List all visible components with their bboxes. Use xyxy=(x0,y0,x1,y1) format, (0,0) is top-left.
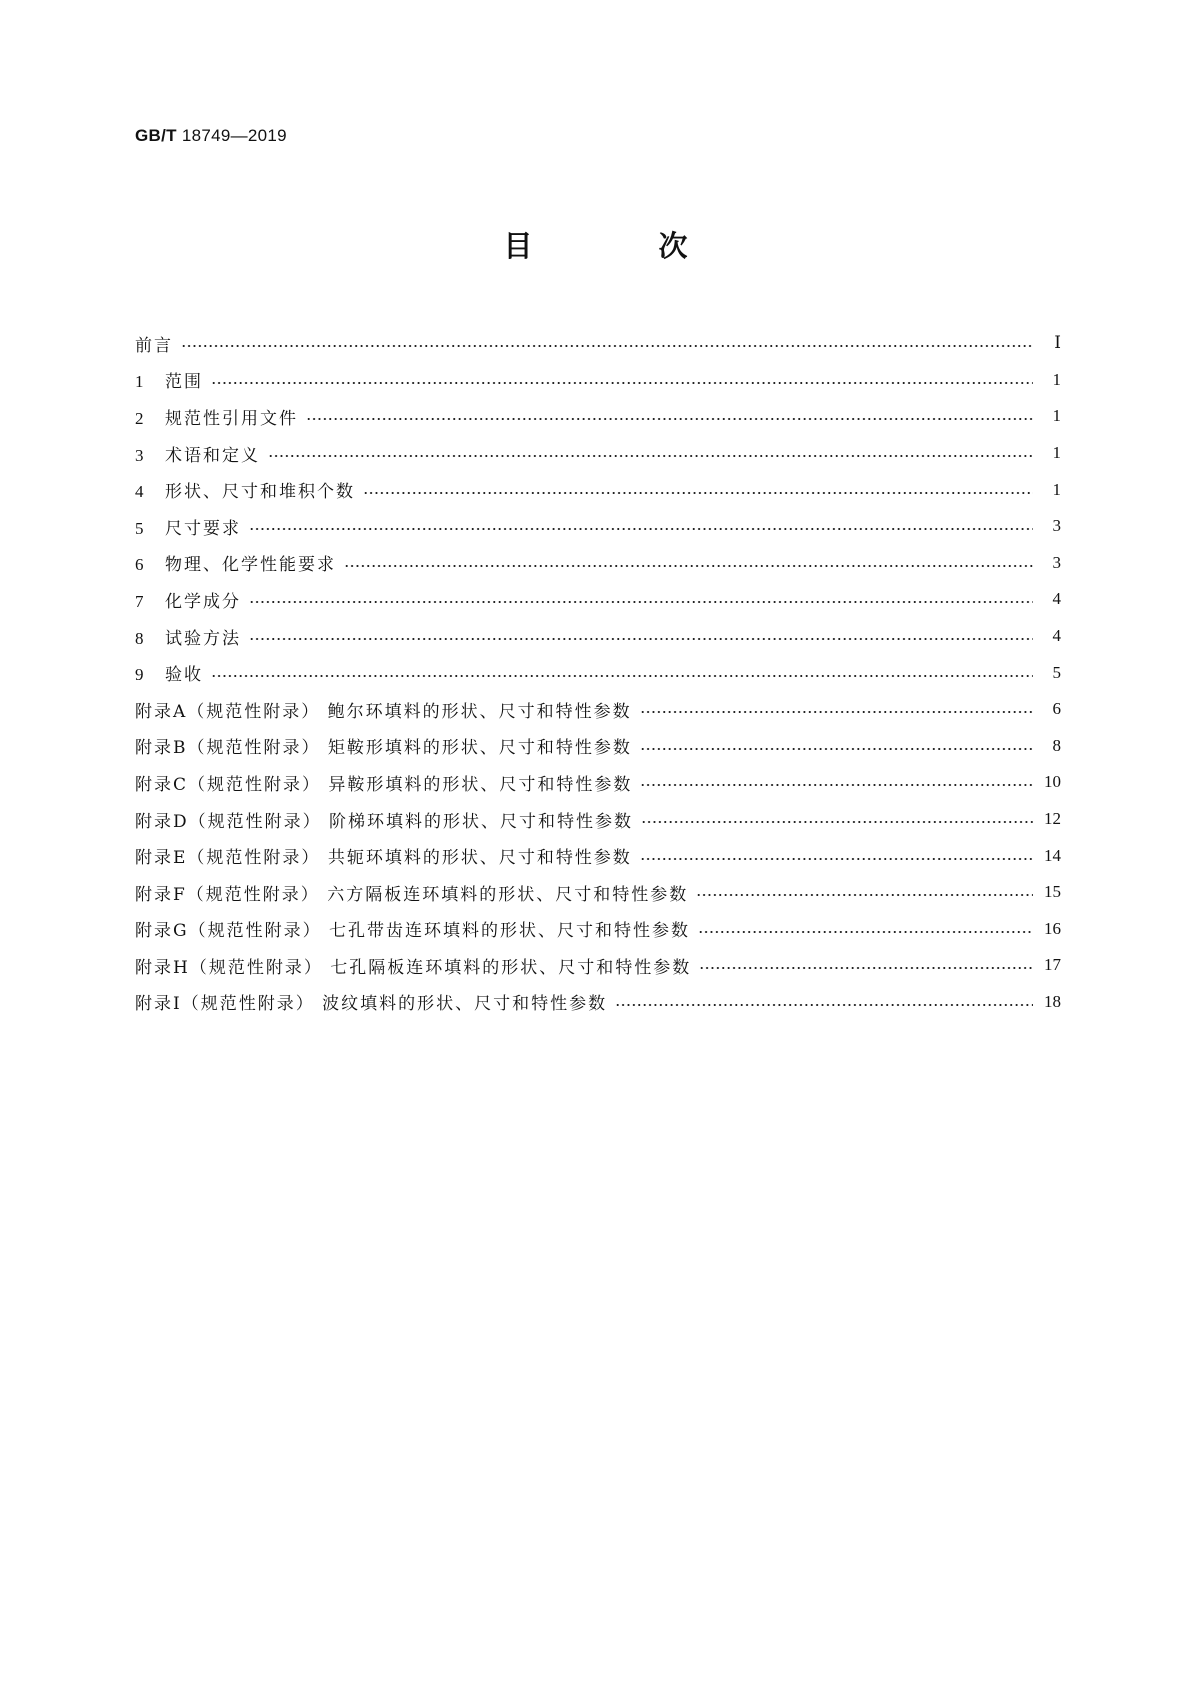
toc-leader-dots xyxy=(181,345,1033,347)
toc-entry-annex-b[interactable] xyxy=(135,728,1061,765)
toc-entry-annex-f[interactable] xyxy=(135,874,1061,911)
toc-entry-4[interactable] xyxy=(135,471,1061,508)
toc-leader-dots xyxy=(211,675,1033,677)
toc-entry-title: 形状、尺寸和堆积个数 xyxy=(165,482,355,503)
toc-leader-dots xyxy=(249,638,1033,640)
toc-entry-3[interactable] xyxy=(135,435,1061,472)
toc-entry-7[interactable] xyxy=(135,581,1061,618)
toc-entry-page: 10 xyxy=(1044,772,1061,792)
toc-entry-title: 范围 xyxy=(165,372,203,393)
toc-entry-page: 1 xyxy=(1052,479,1061,499)
toc-entry-number: 4 xyxy=(135,482,144,502)
standard-code-number: 18749—2019 xyxy=(181,126,287,145)
standard-code xyxy=(135,126,287,146)
toc-entry-page: 5 xyxy=(1052,662,1061,682)
toc-entry-6[interactable] xyxy=(135,545,1061,582)
toc-entry-number: 3 xyxy=(135,445,144,465)
toc-leader-dots xyxy=(363,492,1033,494)
toc-entry-2[interactable] xyxy=(135,398,1061,435)
toc-entry-annex-h[interactable] xyxy=(135,947,1061,984)
toc-entry-page: 17 xyxy=(1044,955,1061,975)
toc-entry-annex-d[interactable] xyxy=(135,801,1061,838)
toc-entry-number: 9 xyxy=(135,665,144,685)
table-of-contents xyxy=(135,325,1061,1020)
toc-entry-page: 1 xyxy=(1052,369,1061,389)
toc-entry-title: 术语和定义 xyxy=(165,445,260,466)
toc-entry-page: 4 xyxy=(1052,626,1061,646)
toc-leader-dots xyxy=(640,748,1033,750)
toc-entry-annex-e[interactable] xyxy=(135,837,1061,874)
toc-entry-title: 附录E（规范性附录） 共轭环填料的形状、尺寸和特性参数 xyxy=(135,848,632,869)
toc-entry-page: 1 xyxy=(1052,443,1061,463)
toc-entry-page: Ⅰ xyxy=(1054,333,1061,353)
toc-entry-title: 附录I（规范性附录） 波纹填料的形状、尺寸和特性参数 xyxy=(135,994,608,1015)
toc-entry-title: 试验方法 xyxy=(165,628,241,649)
standard-code-prefix: GB/T xyxy=(135,126,177,145)
toc-entry-number: 6 xyxy=(135,555,144,575)
toc-leader-dots xyxy=(211,382,1033,384)
toc-entry-number: 5 xyxy=(135,518,144,538)
toc-leader-dots xyxy=(699,967,1033,969)
toc-entry-page: 12 xyxy=(1044,809,1061,829)
toc-entry-number: 7 xyxy=(135,591,144,611)
toc-leader-dots xyxy=(249,601,1033,603)
toc-entry-page: 4 xyxy=(1052,589,1061,609)
toc-entry-title: 验收 xyxy=(165,665,203,686)
toc-entry-title: 尺寸要求 xyxy=(165,518,241,539)
toc-leader-dots xyxy=(696,894,1033,896)
toc-entry-5[interactable] xyxy=(135,508,1061,545)
toc-entry-foreword[interactable] xyxy=(135,325,1061,362)
toc-leader-dots xyxy=(698,931,1033,933)
toc-entry-8[interactable] xyxy=(135,618,1061,655)
toc-entry-1[interactable] xyxy=(135,362,1061,399)
toc-entry-title: 附录D（规范性附录） 阶梯环填料的形状、尺寸和特性参数 xyxy=(135,811,634,832)
toc-entry-title: 化学成分 xyxy=(165,591,241,612)
toc-entry-page: 1 xyxy=(1052,406,1061,426)
toc-entry-title: 附录F（规范性附录） 六方隔板连环填料的形状、尺寸和特性参数 xyxy=(135,884,689,905)
toc-leader-dots xyxy=(268,455,1033,457)
toc-entry-title: 规范性引用文件 xyxy=(165,408,298,429)
toc-entry-title: 物理、化学性能要求 xyxy=(165,555,336,576)
toc-entry-annex-c[interactable] xyxy=(135,764,1061,801)
toc-leader-dots xyxy=(615,1004,1033,1006)
toc-entry-page: 3 xyxy=(1052,516,1061,536)
toc-entry-page: 15 xyxy=(1044,882,1061,902)
toc-leader-dots xyxy=(344,565,1033,567)
toc-entry-annex-i[interactable] xyxy=(135,984,1061,1021)
toc-leader-dots xyxy=(640,858,1033,860)
toc-entry-9[interactable] xyxy=(135,654,1061,691)
toc-entry-title: 附录B（规范性附录） 矩鞍形填料的形状、尺寸和特性参数 xyxy=(135,738,632,759)
toc-entry-annex-a[interactable] xyxy=(135,691,1061,728)
toc-leader-dots xyxy=(249,528,1033,530)
toc-leader-dots xyxy=(306,418,1033,420)
toc-entry-title: 前言 xyxy=(135,335,173,356)
toc-entry-title: 附录H（规范性附录） 七孔隔板连环填料的形状、尺寸和特性参数 xyxy=(135,957,692,978)
toc-entry-page: 16 xyxy=(1044,918,1061,938)
toc-entry-number: 1 xyxy=(135,372,144,392)
toc-entry-page: 6 xyxy=(1052,699,1061,719)
toc-entry-page: 3 xyxy=(1052,552,1061,572)
toc-leader-dots xyxy=(640,784,1033,786)
toc-entry-annex-g[interactable] xyxy=(135,911,1061,948)
toc-entry-page: 18 xyxy=(1044,991,1061,1011)
toc-entry-title: 附录A（规范性附录） 鲍尔环填料的形状、尺寸和特性参数 xyxy=(135,701,632,722)
toc-entry-page: 14 xyxy=(1044,845,1061,865)
toc-entry-page: 8 xyxy=(1052,735,1061,755)
toc-leader-dots xyxy=(640,711,1033,713)
toc-entry-title: 附录G（规范性附录） 七孔带齿连环填料的形状、尺寸和特性参数 xyxy=(135,921,690,942)
page-title: 目 次 xyxy=(503,229,746,263)
toc-entry-number: 2 xyxy=(135,408,144,428)
toc-entry-title: 附录C（规范性附录） 异鞍形填料的形状、尺寸和特性参数 xyxy=(135,774,633,795)
toc-entry-number: 8 xyxy=(135,628,144,648)
toc-leader-dots xyxy=(641,821,1033,823)
